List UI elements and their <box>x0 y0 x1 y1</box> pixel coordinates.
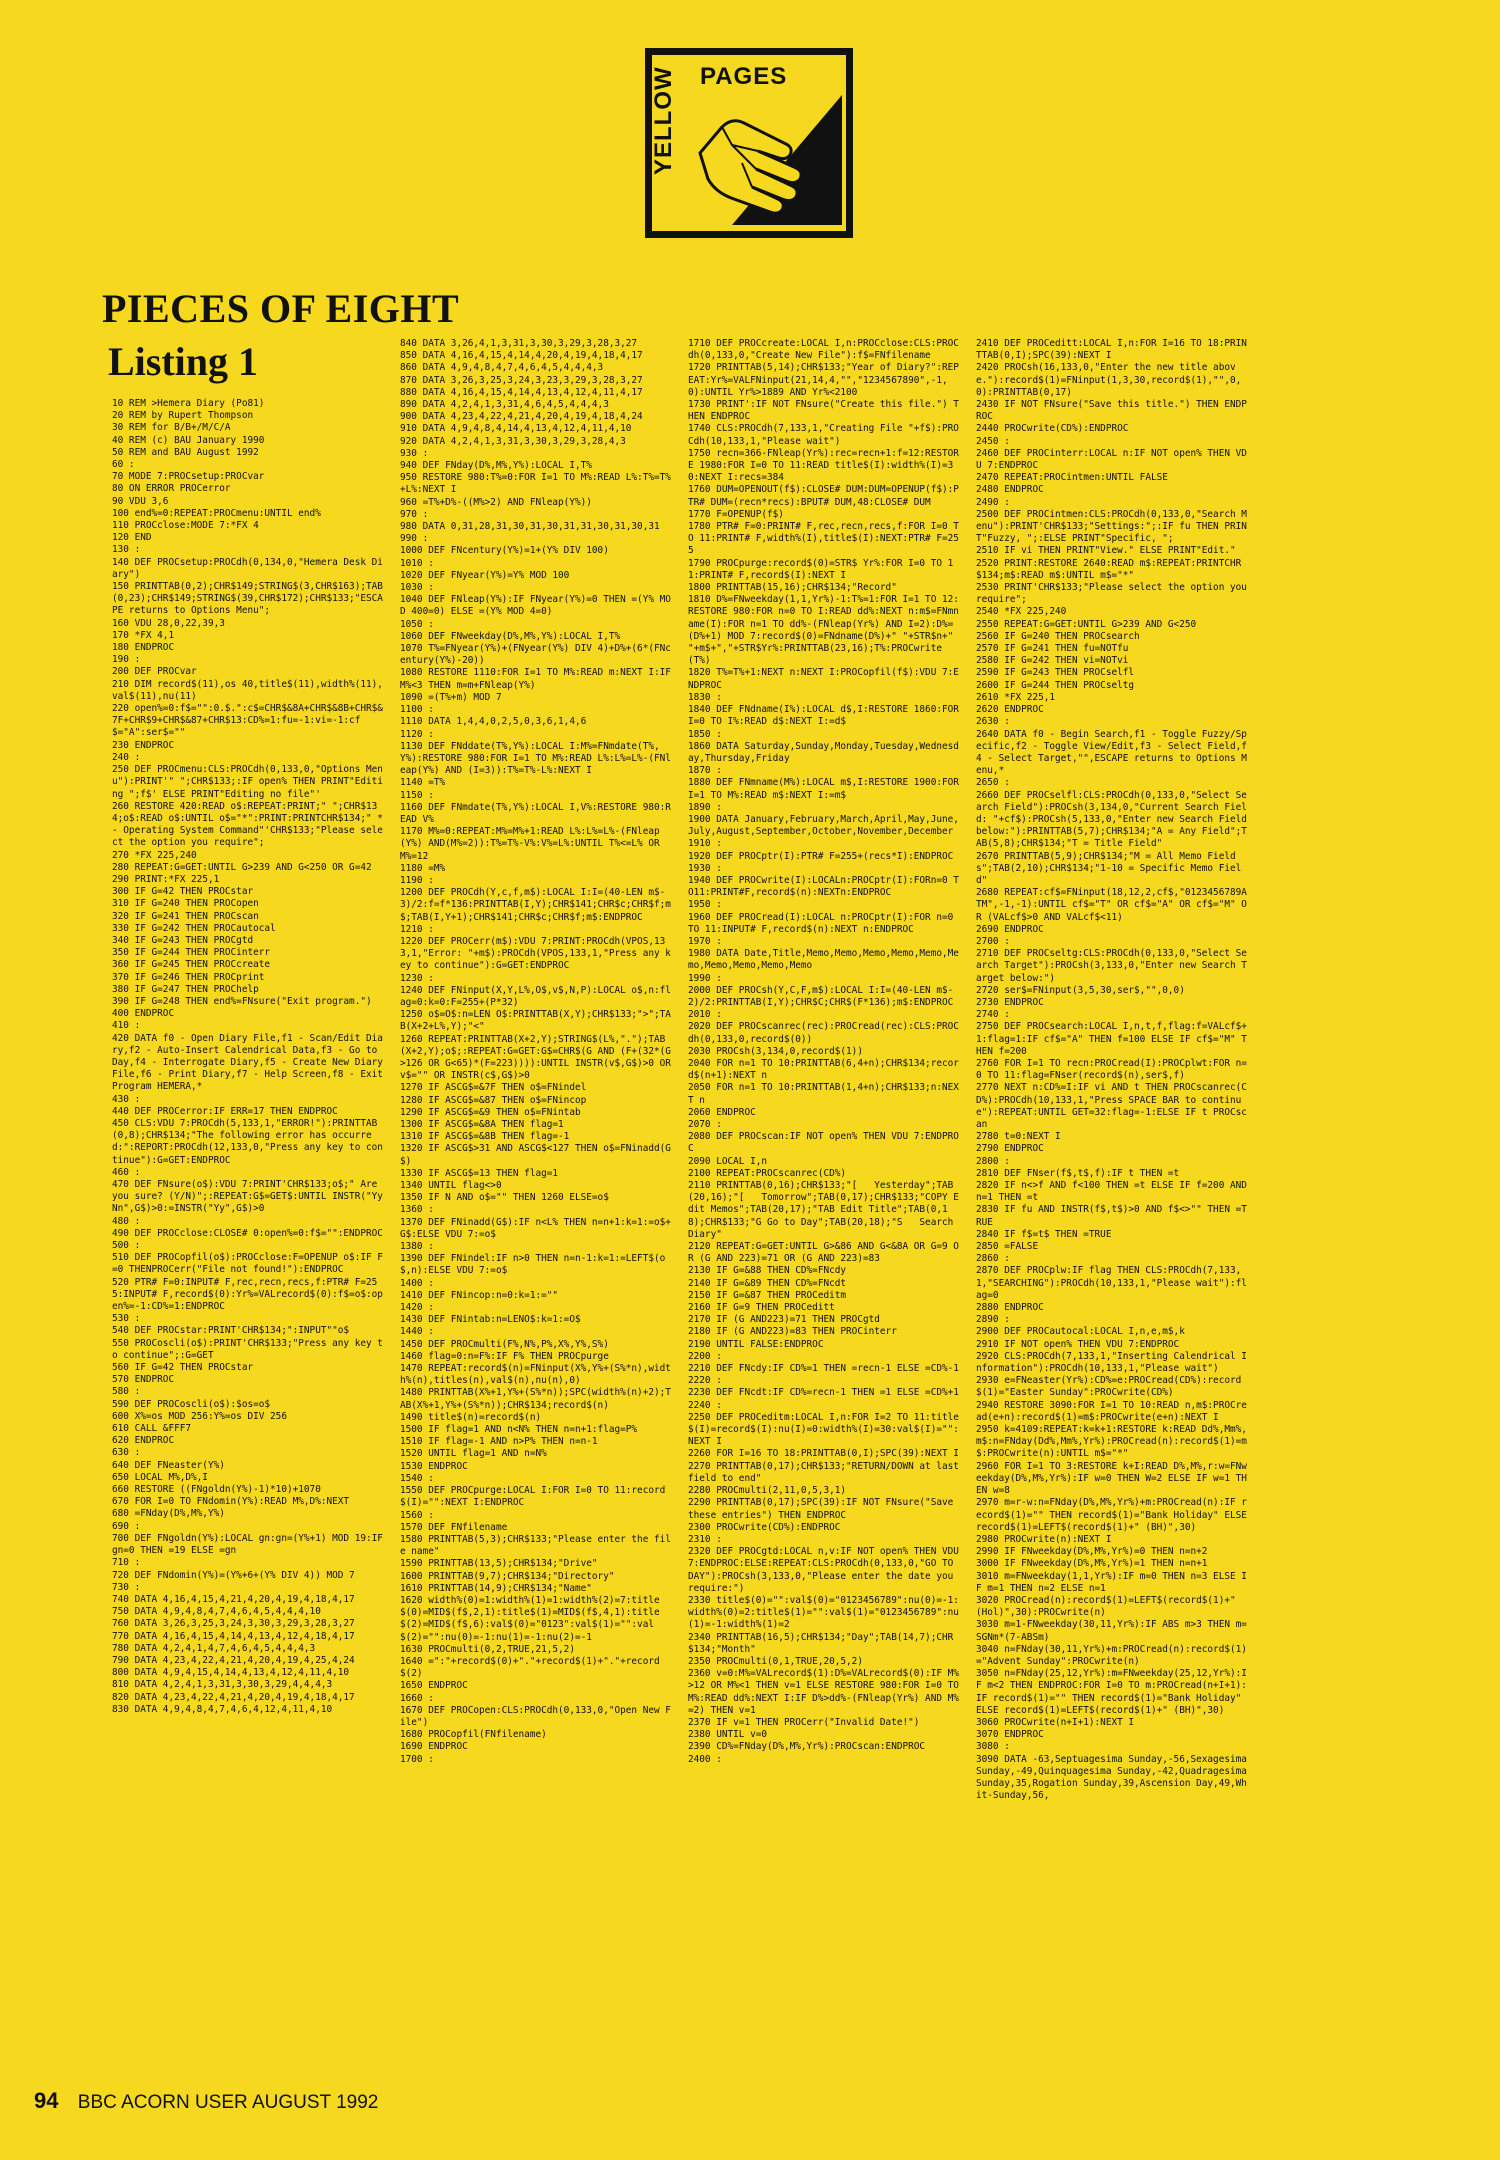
yellow-pages-logo <box>645 48 853 238</box>
section-title: PIECES OF EIGHT <box>102 286 460 331</box>
code-column-4: 2410 DEF PROCeditt:LOCAL I,n:FOR I=16 TO 18:PRINTTAB(0,I);SPC(39):NEXT I 2420 PROCsh(16,133,0,"Enter the new title above."):record$(1)=FNinput(1,3,30,record$(1),"",0,0):PRINTTAB(0,17) 2430 IF NOT FNsure("Save this title.") THEN ENDPROC 2440 PROCwrite(CD%):ENDPROC 2450 : 2460 DEF PROCinterr:LOCAL n:IF NOT open% THEN VDU 7:ENDPROC 2470 REPEAT:PROCintmen:UNTIL FALSE 2480 ENDPROC 2490 : 2500 DEF PROCintmen:CLS:PROCdh(0,133,0,"Search Menu"):PRINT'CHR$133;"Settings:";:IF fu THEN PRINT"Fuzzy, ";:ELSE PRINT"Specific, "; 2510 IF vi THEN PRINT"View." ELSE PRINT"Edit." 2520 PRINT:RESTORE 2640:READ m$:REPEAT:PRINTCHR$134;m$:READ m$:UNTIL m$="*" 2530 PRINT'CHR$133;"Please select the option you require"; 2540 *FX 225,240 2550 REPEAT:G=GET:UNTIL G>239 AND G<250 2560 IF G=240 THEN PROCsearch 2570 IF G=241 THEN fu=NOTfu 2580 IF G=242 THEN vi=NOTvi 2590 IF G=243 THEN PROCselfl 2600 IF G=244 THEN PROCseltg 2610 *FX 225,1 2620 ENDPROC 2630 : 2640 DATA f0 - Begin Search,f1 - Toggle Fuzzy/Specific,f2 - Toggle View/Edit,f3 - Select Field,f4 - Select Target,"",ESCAPE returns to Options Menu,* 2650 : 2660 DEF PROCselfl:CLS:PROCdh(0,133,0,"Select Search Field"):PROCsh(3,134,0,"Current Search Field: "+cf$):PROCsh(5,133,0,"Enter new Search Field below:"):PRINTTAB(5,7);CHR$134;"A = Any Field";TAB(5,8);CHR$134;"T = Title Field" 2670 PRINTTAB(5,9);CHR$134;"M = All Memo Fields";TAB(2,10);CHR$134;"1-10 = Specific Memo Field" 2680 REPEAT:cf$=FNinput(18,12,2,cf$,"0123456789ATM",-1,-1):UNTIL cf$="T" OR cf$="A" OR cf$="M" OR (VALcf$>0 AND VALcf$<11) 2690 ENDPROC 2700 : 2710 DEF PROCseltg:CLS:PROCdh(0,133,0,"Select Search Target"):PROCsh(3,133,0,"Enter new Search Target below:") 2720 ser$=FNinput(3,5,30,ser$,"",0,0) 2730 ENDPROC 2740 : 2750 DEF PROCsearch:LOCAL I,n,t,f,flag:f=VALcf$+1:flag=1:IF cf$="A" THEN f=100 ELSE IF cf$="M" THEN f=200 2760 FOR I=1 TO recn:PROCread(I):PROCplwt:FOR n=0 TO 11:flag=FNser(record$(n),ser$,f) 2770 NEXT n:CD%=I:IF vi AND t THEN PROCscanrec(CD%):PROCdh(10,133,1,"Press SPACE BAR to continue"):REPEAT:UNTIL GET=32:flag=-1:ELSE IF t PROCscan 2780 t=0:NEXT I 2790 ENDPROC 2800 : 2810 DEF FNser(f$,t$,f):IF t THEN =t 2820 IF n<>f AND f<100 THEN =t ELSE IF f=200 AND n=1 THEN =t 2830 IF fu AND INSTR(f$,t$)>0 AND f$<>"" THEN =TRUE 2840 IF f$=t$ THEN =TRUE 2850 =FALSE 2860 : 2870 DEF PROCplw:IF flag THEN CLS:PROCdh(7,133,1,"SEARCHING"):PROCdh(10,133,1,"Please wait"):flag=0 2880 ENDPROC 2890 : 2900 DEF PROCautocal:LOCAL I,n,e,m$,k 2910 IF NOT open% THEN VDU 7:ENDPROC 2920 CLS:PROCdh(7,133,1,"Inserting Calendrical Information"):PROCdh(10,133,1,"Please wait") 2930 e=FNeaster(Yr%):CD%=e:PROCread(CD%):record$(1)="Easter Sunday":PROCwrite(CD%) 2940 RESTORE 3090:FOR I=1 TO 10:READ n,m$:PROCread(e+n):record$(1)=m$:PROCwrite(e+n):NEXT I 2950 k=4109:REPEAT:k=k+1:RESTORE k:READ Dd%,Mm%,m$:n=FNday(Dd%,Mm%,Yr%):PROCread(n):record$(1)=m$:PROCwrite(n):UNTIL m$="*" 2960 FOR I=1 TO 3:RESTORE k+I:READ D%,M%,r:w=FNweekday(D%,M%,Yr%):IF w=0 THEN W=2 ELSE IF w=1 THEN w=8 2970 m=r-w:n=FNday(D%,M%,Yr%)+m:PROCread(n):IF record$(1)="" THEN record$(1)="Bank Holiday" ELSE record$(1)=LEFT$(record$(1)+" (BH)",30) 2980 PROCwrite(n):NEXT I 2990 IF FNweekday(D%,M%,Yr%)=0 THEN n=n+2 3000 IF FNweekday(D%,M%,Yr%)=1 THEN n=n+1 3010 m=FNweekday(1,1,Yr%):IF m=0 THEN n=3 ELSE IF m=1 THEN n=2 ELSE n=1 3020 PROCread(n):record$(1)=LEFT$(record$(1)+" (Hol)",30):PROCwrite(n) 3030 m=1-FNweekday(30,11,Yr%):IF ABS m>3 THEN m=SGNm*(7-ABSm) 3040 n=FNday(30,11,Yr%)+m:PROCread(n):record$(1)="Advent Sunday":PROCwrite(n) 3050 n=FNday(25,12,Yr%):m=FNweekday(25,12,Yr%):IF m<2 THEN ENDPROC:FOR I=0 TO m:PROCread(n+I+1):IF record$(1)="" THEN record$(1)="Bank Holiday" ELSE record$(1)=LEFT$(record$(1)+" (BH)",30) 3060 PROCwrite(n+I+1):NEXT I 3070 ENDPROC 3080 : 3090 DATA -63,Septuagesima Sunday,-56,Sexagesima Sunday,-49,Quinquagesima Sunday,-42,Quadragesima Sunday,35,Rogation Sunday,39,Ascension Day,49,Whit-Sunday,56, <box>976 338 1247 1802</box>
code-column-2: 840 DATA 3,26,4,1,3,31,3,30,3,29,3,28,3,27 850 DATA 4,16,4,15,4,14,4,20,4,19,4,18,4,17 860 DATA 4,9,4,8,4,7,4,6,4,5,4,4,4,3 870 DATA 3,26,3,25,3,24,3,23,3,29,3,28,3,27 880 DATA 4,16,4,15,4,14,4,13,4,12,4,11,4,17 890 DATA 4,2,4,1,3,31,4,6,4,5,4,4,4,3 900 DATA 4,23,4,22,4,21,4,20,4,19,4,18,4,24 910 DATA 4,9,4,8,4,14,4,13,4,12,4,11,4,10 920 DATA 4,2,4,1,3,31,3,30,3,29,3,28,4,3 930 : 940 DEF FNday(D%,M%,Y%):LOCAL I,T% 950 RESTORE 980:T%=0:FOR I=1 TO M%:READ L%:T%=T%+L%:NEXT I 960 =T%+D%-((M%>2) AND FNleap(Y%)) 970 : 980 DATA 0,31,28,31,30,31,30,31,31,30,31,30,31 990 : 1000 DEF FNcentury(Y%)=1+(Y% DIV 100) 1010 : 1020 DEF FNyear(Y%)=Y% MOD 100 1030 : 1040 DEF FNleap(Y%):IF FNyear(Y%)=0 THEN =(Y% MOD 400=0) ELSE =(Y% MOD 4=0) 1050 : 1060 DEF FNweekday(D%,M%,Y%):LOCAL I,T% 1070 T%=FNyear(Y%)+(FNyear(Y%) DIV 4)+D%+(6*(FNcentury(Y%)-20)) 1080 RESTORE 1110:FOR I=1 TO M%:READ m:NEXT I:IF M%<3 THEN m=m+FNleap(Y%) 1090 =(T%+m) MOD 7 1100 : 1110 DATA 1,4,4,0,2,5,0,3,6,1,4,6 1120 : 1130 DEF FNddate(T%,Y%):LOCAL I:M%=FNmdate(T%,Y%):RESTORE 980:FOR I=1 TO M%:READ L%:L%=L%-(FNleap(Y%) AND (I=3)):T%=T%-L%:NEXT I 1140 =T% 1150 : 1160 DEF FNmdate(T%,Y%):LOCAL I,V%:RESTORE 980:READ V% 1170 M%=0:REPEAT:M%=M%+1:READ L%:L%=L%-(FNleap(Y%) AND(M%=2)):T%=T%-V%:V%=L%:UNTIL T%<=L% OR M%=12 1180 =M% 1190 : 1200 DEF PROCdh(Y,c,f,m$):LOCAL I:I=(40-LEN m$-3)/2:f=f*136:PRINTTAB(I,Y);CHR$141;CHR$c;CHR$f;m$;TAB(I,Y+1);CHR$141;CHR$c;CHR$f;m$:ENDPROC 1210 : 1220 DEF PROCerr(m$):VDU 7:PRINT:PROCdh(VPOS,133,1,"Error: "+m$):PROCdh(VPOS,133,1,"Press any key to continue"):G=GET:ENDPROC 1230 : 1240 DEF FNinput(X,Y,L%,O$,v$,N,P):LOCAL o$,n:flag=0:k=0:F=255+(P*32) 1250 o$=O$:n=LEN O$:PRINTTAB(X,Y);CHR$133;">";TAB(X+2+L%,Y);"<" 1260 REPEAT:PRINTTAB(X+2,Y);STRING$(L%,".");TAB(X+2,Y);o$;:REPEAT:G=GET:G$=CHR$(G AND (F+(32*(G>126 OR G<65)*(F=223)))):UNTIL INSTR(v$,G$)>0 OR v$="" OR INSTR(c$,G$)>0 1270 IF ASCG$=&7F THEN o$=FNindel 1280 IF ASCG$=&87 THEN o$=FNincop 1290 IF ASCG$=&9 THEN o$=FNintab 1300 IF ASCG$=&8A THEN flag=1 1310 IF ASCG$=&8B THEN flag=-1 1320 IF ASCG$>31 AND ASCG$<127 THEN o$=FNinadd(G$) 1330 IF ASCG$=13 THEN flag=1 1340 UNTIL flag<>0 1350 IF N AND o$="" THEN 1260 ELSE=o$ 1360 : 1370 DEF FNinadd(G$):IF n<L% THEN n=n+1:k=1:=o$+G$:ELSE VDU 7:=o$ 1380 : 1390 DEF FNindel:IF n>0 THEN n=n-1:k=1:=LEFT$(o$,n):ELSE VDU 7:=o$ 1400 : 1410 DEF FNincop:n=0:k=1:="" 1420 : 1430 DEF FNintab:n=LENO$:k=1:=O$ 1440 : 1450 DEF PROCmulti(F%,N%,P%,X%,Y%,S%) 1460 flag=0:n=F%:IF F% THEN PROCpurge 1470 REPEAT:record$(n)=FNinput(X%,Y%+(S%*n),width%(n),titles(n),val$(n),nu(n),0) 1480 PRINTTAB(X%+1,Y%+(S%*n));SPC(width%(n)+2);TAB(X%+1,Y%+(S%*n));CHR$134;record$(n) 1490 title$(n)=record$(n) 1500 IF flag=1 AND n<N% THEN n=n+1:flag=P% 1510 IF flag=-1 AND n>P% THEN n=n-1 1520 UNTIL flag=1 AND n=N% 1530 ENDPROC 1540 : 1550 DEF PROCpurge:LOCAL I:FOR I=0 TO 11:record$(I)="":NEXT I:ENDPROC 1560 : 1570 DEF FNfilename 1580 PRINTTAB(5,3);CHR$133;"Please enter the file name" 1590 PRINTTAB(13,5);CHR$134;"Drive" 1600 PRINTTAB(9,7);CHR$134;"Directory" 1610 PRINTTAB(14,9);CHR$134;"Name" 1620 width%(0)=1:width%(1)=1:width%(2)=7:title$(0)=MID$(f$,2,1):title$(1)=MID$(f$,4,1):title$(2)=MID$(f$,6):val$(0)="0123":val$(1)="":val$(2)="":nu(0)=-1:nu(1)=-1:nu(2)=-1 1630 PROCmulti(0,2,TRUE,21,5,2) 1640 =":"+record$(0)+"."+record$(1)+"."+record$(2) 1650 ENDPROC 1660 : 1670 DEF PROCopen:CLS:PROCdh(0,133,0,"Open New File") 1680 PROCopfil(FNfilename) 1690 ENDPROC 1700 : <box>400 338 671 1765</box>
hand-icon <box>692 95 842 225</box>
code-column-1: 10 REM >Hemera Diary (Po81) 20 REM by Rupert Thompson 30 REM for B/B+/M/C/A 40 REM (c) BAU January 1990 50 REM and BAU August 1992 60 : 70 MODE 7:PROCsetup:PROCvar 80 ON ERROR PROCerror 90 VDU 3,6 100 end%=0:REPEAT:PROCmenu:UNTIL end% 110 PROCclose:MODE 7:*FX 4 120 END 130 : 140 DEF PROCsetup:PROCdh(0,134,0,"Hemera Desk Diary") 150 PRINTTAB(0,2);CHR$149;STRING$(3,CHR$163);TAB(0,23);CHR$149;STRING$(39,CHR$172);CHR$133;"ESCAPE returns to Options Menu"; 160 VDU 28,0,22,39,3 170 *FX 4,1 180 ENDPROC 190 : 200 DEF PROCvar 210 DIM record$(11),os 40,title$(11),width%(11),val$(11),nu(11) 220 open%=0:f$="":0.$.":c$=CHR$&8A+CHR$&8B+CHR$&7F+CHR$9+CHR$&87+CHR$13:CD%=1:fu=-1:vi=-1:cf$="A":ser$="" 230 ENDPROC 240 : 250 DEF PROCmenu:CLS:PROCdh(0,133,0,"Options Menu"):PRINT'" ";CHR$133;:IF open% THEN PRINT"Editing ";f$' ELSE PRINT"Editing no file"' 260 RESTORE 420:READ o$:REPEAT:PRINT;" ";CHR$134;o$:READ o$:UNTIL o$="*":PRINT:PRINTCHR$134;" * - Operating System Command"'CHR$133;"Please select the option you require"; 270 *FX 225,240 280 REPEAT:G=GET:UNTIL G>239 AND G<250 OR G=42 290 PRINT:*FX 225,1 300 IF G=42 THEN PROCstar 310 IF G=240 THEN PROCopen 320 IF G=241 THEN PROCscan 330 IF G=242 THEN PROCautocal 340 IF G=243 THEN PROCgtd 350 IF G=244 THEN PROCinterr 360 IF G=245 THEN PROCcreate 370 IF G=246 THEN PROCprint 380 IF G=247 THEN PROChelp 390 IF G=248 THEN end%=FNsure("Exit program.") 400 ENDPROC 410 : 420 DATA f0 - Open Diary File,f1 - Scan/Edit Diary,f2 - Auto-Insert Calendrical Data,f3 - Go to Day,f4 - Interrogate Diary,f5 - Create New Diary File,f6 - Print Diary,f7 - Help Screen,f8 - Exit Program HEMERA,* 430 : 440 DEF PROCerror:IF ERR=17 THEN ENDPROC 450 CLS:VDU 7:PROCdh(5,133,1,"ERROR!"):PRINTTAB(0,8);CHR$134;"The following error has occurred:":REPORT:PROCdh(12,133,0,"Press any key to continue"):G=GET:ENDPROC 460 : 470 DEF FNsure(o$):VDU 7:PRINT'CHR$133;o$;" Are you sure? (Y/N)";:REPEAT:G$=GET$:UNTIL INSTR("YyNn",G$)>0:=INSTR("Yy",G$)>0 480 : 490 DEF PROCclose:CLOSE# 0:open%=0:f$="":ENDPROC 500 : 510 DEF PROCopfil(o$):PROCclose:F=OPENUP o$:IF F=0 THENPROCerr("File not found!"):ENDPROC 520 PTR# F=0:INPUT# F,rec,recn,recs,f:PTR# F=255:INPUT# F,record$(0):Yr%=VALrecord$(0):f$=o$:open%=-1:CD%=1:ENDPROC 530 : 540 DEF PROCstar:PRINT'CHR$134;":INPUT""o$ 550 PROCoscli(o$):PRINT'CHR$133;"Press any key to continue";:G=GET 560 IF G=42 THEN PROCstar 570 ENDPROC 580 : 590 DEF PROCoscli(o$):$os=o$ 600 X%=os MOD 256:Y%=os DIV 256 610 CALL &FFF7 620 ENDPROC 630 : 640 DEF FNeaster(Y%) 650 LOCAL M%,D%,I 660 RESTORE ((FNgoldn(Y%)-1)*10)+1070 670 FOR I=0 TO FNdomin(Y%):READ M%,D%:NEXT 680 =FNday(D%,M%,Y%) 690 : 700 DEF FNgoldn(Y%):LOCAL gn:gn=(Y%+1) MOD 19:IF gn=0 THEN =19 ELSE =gn 710 : 720 DEF FNdomin(Y%)=(Y%+6+(Y% DIV 4)) MOD 7 730 : 740 DATA 4,16,4,15,4,21,4,20,4,19,4,18,4,17 750 DATA 4,9,4,8,4,7,4,6,4,5,4,4,4,10 760 DATA 3,26,3,25,3,24,3,30,3,29,3,28,3,27 770 DATA 4,16,4,15,4,14,4,13,4,12,4,18,4,17 780 DATA 4,2,4,1,4,7,4,6,4,5,4,4,4,3 790 DATA 4,23,4,22,4,21,4,20,4,19,4,25,4,24 800 DATA 4,9,4,15,4,14,4,13,4,12,4,11,4,10 810 DATA 4,2,4,1,3,31,3,30,3,29,4,4,4,3 820 DATA 4,23,4,22,4,21,4,20,4,19,4,18,4,17 830 DATA 4,9,4,8,4,7,4,6,4,12,4,11,4,10 <box>112 398 383 1715</box>
code-column-3: 1710 DEF PROCcreate:LOCAL I,n:PROCclose:CLS:PROCdh(0,133,0,"Create New File"):f$=FNfilename 1720 PRINTTAB(5,14);CHR$133;"Year of Diary?":REPEAT:Yr%=VALFNinput(21,14,4,"","1234567890",-1,0):UNTIL Yr%>1889 AND Yr%<2100 1730 PRINT':IF NOT FNsure("Create this file.") THEN ENDPROC 1740 CLS:PROCdh(7,133,1,"Creating File "+f$):PROCdh(10,133,1,"Please wait") 1750 recn=366-FNleap(Yr%):rec=recn+1:f=12:RESTORE 1980:FOR I=0 TO 11:READ title$(I):width%(I)=30:NEXT I:recs=384 1760 DUM=OPENOUT(f$):CLOSE# DUM:DUM=OPENUP(f$):PTR# DUM=(recn*recs):BPUT# DUM,48:CLOSE# DUM 1770 F=OPENUP(f$) 1780 PTR# F=0:PRINT# F,rec,recn,recs,f:FOR I=0 TO 11:PRINT# F,width%(I),title$(I):NEXT:PTR# F=255 1790 PROCpurge:record$(0)=STR$ Yr%:FOR I=0 TO 11:PRINT# F,record$(I):NEXT I 1800 PRINTTAB(15,16);CHR$134;"Record" 1810 D%=FNweekday(1,1,Yr%)-1:T%=1:FOR I=1 TO 12:RESTORE 980:FOR n=0 TO I:READ dd%:NEXT n:m$=FNmname(I):FOR n=1 TO dd%-(FNleap(Yr%) AND I=2):D%=(D%+1) MOD 7:record$(0)=FNdname(D%)+" "+STR$n+" "+m$+","+STR$Yr%:PRINTTAB(23,16);T%:PROCwrite(T%) 1820 T%=T%+1:NEXT n:NEXT I:PROCopfil(f$):VDU 7:ENDPROC 1830 : 1840 DEF FNdname(I%):LOCAL d$,I:RESTORE 1860:FOR I=0 TO I%:READ d$:NEXT I:=d$ 1850 : 1860 DATA Saturday,Sunday,Monday,Tuesday,Wednesday,Thursday,Friday 1870 : 1880 DEF FNmname(M%):LOCAL m$,I:RESTORE 1900:FOR I=1 TO M%:READ m$:NEXT I:=m$ 1890 : 1900 DATA January,February,March,April,May,June,July,August,September,October,November,December 1910 : 1920 DEF PROCptr(I):PTR# F=255+(recs*I):ENDPROC 1930 : 1940 DEF PROCwrite(I):LOCALn:PROCptr(I):FORn=0 TO11:PRINT#F,record$(n):NEXTn:ENDPROC 1950 : 1960 DEF PROCread(I):LOCAL n:PROCptr(I):FOR n=0 TO 11:INPUT# F,record$(n):NEXT n:ENDPROC 1970 : 1980 DATA Date,Title,Memo,Memo,Memo,Memo,Memo,Memo,Memo,Memo,Memo,Memo 1990 : 2000 DEF PROCsh(Y,C,F,m$):LOCAL I:I=(40-LEN m$-2)/2:PRINTTAB(I,Y);CHR$C;CHR$(F*136);m$:ENDPROC 2010 : 2020 DEF PROCscanrec(rec):PROCread(rec):CLS:PROCdh(0,133,0,record$(0)) 2030 PROCsh(3,134,0,record$(1)) 2040 FOR n=1 TO 10:PRINTTAB(6,4+n);CHR$134;record$(n+1):NEXT n 2050 FOR n=1 TO 10:PRINTTAB(1,4+n);CHR$133;n:NEXT n 2060 ENDPROC 2070 : 2080 DEF PROCscan:IF NOT open% THEN VDU 7:ENDPROC 2090 LOCAL I,n 2100 REPEAT:PROCscanrec(CD%) 2110 PRINTTAB(0,16);CHR$133;"[ Yesterday";TAB(20,16);"[ Tomorrow";TAB(0,17);CHR$133;"COPY Edit Memos";TAB(20,17);"TAB Edit Title";TAB(0,18);CHR$133;"G Go to Day";TAB(20,18);"S Search Diary" 2120 REPEAT:G=GET:UNTIL G>&86 AND G<&8A OR G=9 OR (G AND 223)=71 OR (G AND 223)=83 2130 IF G=&88 THEN CD%=FNcdy 2140 IF G=&89 THEN CD%=FNcdt 2150 IF G=&87 THEN PROCeditm 2160 IF G=9 THEN PROCeditt 2170 IF (G AND223)=71 THEN PROCgtd 2180 IF (G AND223)=83 THEN PROCinterr 2190 UNTIL FALSE:ENDPROC 2200 : 2210 DEF FNcdy:IF CD%=1 THEN =recn-1 ELSE =CD%-1 2220 : 2230 DEF FNcdt:IF CD%=recn-1 THEN =1 ELSE =CD%+1 2240 : 2250 DEF PROCeditm:LOCAL I,n:FOR I=2 TO 11:title$(I)=record$(I):nu(I)=0:width%(I)=30:val$(I)="":NEXT I 2260 FOR I=16 TO 18:PRINTTAB(0,I);SPC(39):NEXT I 2270 PRINTTAB(0,17);CHR$133;"RETURN/DOWN at last field to end" 2280 PROCmulti(2,11,0,5,3,1) 2290 PRINTTAB(0,17);SPC(39):IF NOT FNsure("Save these entries") THEN ENDPROC 2300 PROCwrite(CD%):ENDPROC 2310 : 2320 DEF PROCgtd:LOCAL n,v:IF NOT open% THEN VDU 7:ENDPROC:ELSE:REPEAT:CLS:PROCdh(0,133,0,"GO TO DAY"):PROCsh(3,133,0,"Please enter the date you require:") 2330 title$(0)="":val$(0)="0123456789":nu(0)=-1:width%(0)=2:title$(1)="":val$(1)="0123456789":nu(1)=-1:width%(1)=2 2340 PRINTTAB(16,5);CHR$134;"Day";TAB(14,7);CHR$134;"Month" 2350 PROCmulti(0,1,TRUE,20,5,2) 2360 v=0:M%=VALrecord$(1):D%=VALrecord$(0):IF M%>12 OR M%<1 THEN v=1 ELSE RESTORE 980:FOR I=0 TO M%:READ dd%:NEXT I:IF D%>dd%-(FNleap(Yr%) AND M%=2) THEN v=1 2370 IF v=1 THEN PROCerr("Invalid Date!") 2380 UNTIL v=0 2390 CD%=FNday(D%,M%,Yr%):PROCscan:ENDPROC 2400 : <box>688 338 959 1765</box>
page-footer <box>34 2088 378 2114</box>
page-number: 94 <box>34 2088 59 2113</box>
listing-title: Listing 1 <box>108 339 259 384</box>
magazine-issue: BBC ACORN USER AUGUST 1992 <box>77 2092 379 2113</box>
logo-pages-text: PAGES <box>700 63 788 90</box>
logo-yellow-text: YELLOW <box>650 66 677 175</box>
